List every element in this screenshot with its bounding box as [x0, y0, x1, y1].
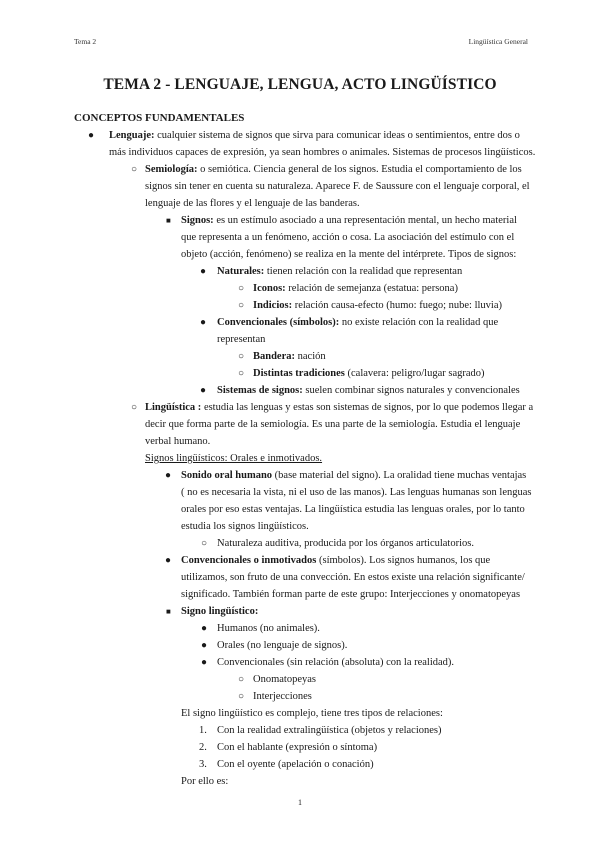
- text-line: significado. También forman parte de este grupo: Interjecciones y onomatopeyas: [181, 589, 521, 600]
- term-naturales: Naturales:: [217, 266, 265, 277]
- list-item-inmotivados: [181, 552, 490, 569]
- list-item-iconos: [253, 280, 458, 297]
- text: cualquier sistema de signos que sirva para comunicar ideas o sentimientos, entre dos o: [154, 130, 520, 141]
- term-indicios: Indicios:: [253, 300, 293, 311]
- text: o semiótica. Ciencia general de los signos. Estudia el comportamiento de los: [197, 164, 522, 175]
- disc-bullet-icon: ●: [201, 657, 208, 668]
- text-line: lenguaje de las flores y el lenguaje de las banderas.: [145, 198, 360, 209]
- disc-bullet-icon: ●: [165, 555, 172, 566]
- term-linguistica: Lingüística :: [145, 402, 202, 413]
- subheading-signos-linguisticos: Signos lingüísticos: Orales e inmotivados.: [145, 453, 323, 464]
- page-number: 1: [298, 798, 302, 807]
- text: (calavera: peligro/lugar sagrado): [344, 368, 485, 379]
- text-line: que representa a un fenómeno, acción o cosa. La asociación del estímulo con el: [181, 232, 515, 243]
- text-line: decir que forma parte de la semiología. Es una parte de la semiología. Estudia el lenguaje: [145, 419, 521, 430]
- list-item-tradiciones: [253, 365, 485, 382]
- circle-bullet-icon: ○: [238, 283, 245, 294]
- term-convencionales: Convencionales (símbolos):: [217, 317, 340, 328]
- text-line: verbal humano.: [145, 436, 211, 447]
- text-line: Por ello es:: [181, 776, 229, 787]
- text: suelen combinar signos naturales y convencionales: [302, 385, 520, 396]
- list-item-sistemas: [217, 382, 520, 399]
- disc-bullet-icon: ●: [200, 317, 207, 328]
- text-line: ( no es necesaria la vista, ni el uso de las manos). Las lenguas humanas son lenguas: [181, 487, 532, 498]
- text-line: utilizamos, son fruto de una convección. En estos existe una relación significante/: [181, 572, 525, 583]
- list-item-convencionales-signo: Convencionales (sin relación (absoluta) con la realidad).: [217, 657, 455, 668]
- list-number: 3.: [199, 759, 207, 770]
- disc-bullet-icon: ●: [165, 470, 172, 481]
- list-item-humanos: Humanos (no animales).: [217, 623, 320, 634]
- disc-bullet-icon: ●: [201, 623, 208, 634]
- text-line: estudia los signos lingüísticos.: [181, 521, 309, 532]
- square-bullet-icon: ■: [166, 216, 171, 225]
- text: estudia las lenguas y estas son sistemas de signos, por lo que podemos llegar a: [201, 402, 534, 413]
- list-number: 2.: [199, 742, 207, 753]
- text: (símbolos). Los signos humanos, los que: [316, 555, 491, 566]
- list-item-interjecciones: Interjecciones: [253, 691, 312, 702]
- circle-bullet-icon: ○: [238, 674, 245, 685]
- disc-bullet-icon: ●: [88, 130, 95, 141]
- text-line: orales por eso estas ventajas. La lingüística estudia las lenguas orales, por lo tanto: [181, 504, 525, 515]
- text: es un estímulo asociado a una representación mental, un hecho material: [213, 215, 517, 226]
- page-header-left: Tema 2: [74, 37, 97, 46]
- list-item-signos: [181, 212, 517, 229]
- text-line: El signo lingüístico es complejo, tiene tres tipos de relaciones:: [181, 708, 443, 719]
- term-bandera: Bandera:: [253, 351, 295, 362]
- page-header-right: Lingüística General: [468, 37, 528, 46]
- list-item-relacion-3: Con el oyente (apelación o conación): [217, 759, 374, 770]
- list-item-naturaleza: Naturaleza auditiva, producida por los órganos articulatorios.: [217, 538, 474, 549]
- list-item-indicios: [253, 297, 502, 314]
- disc-bullet-icon: ●: [200, 385, 207, 396]
- text-line: representan: [217, 334, 266, 345]
- circle-bullet-icon: ○: [131, 164, 138, 175]
- list-item-relacion-2: Con el hablante (expresión o síntoma): [217, 742, 378, 753]
- list-item-relacion-1: Con la realidad extralingüística (objetos y relaciones): [217, 725, 442, 736]
- text: (base material del signo). La oralidad tiene muchas ventajas: [272, 470, 527, 481]
- list-item-signo-linguistico: Signo lingüístico:: [181, 606, 259, 617]
- list-item-semiologia: [145, 161, 522, 178]
- text-line: objeto (acción, fenómeno) se realiza en la mente del intérprete. Tipos de signos:: [181, 249, 517, 260]
- list-item-sonido-oral: [181, 467, 526, 484]
- disc-bullet-icon: ●: [200, 266, 207, 277]
- text: relación causa-efecto (humo: fuego; nube: lluvia): [292, 300, 503, 311]
- term-tradiciones: Distintas tradiciones: [253, 368, 345, 379]
- text-line: signos sin tener en cuenta su naturaleza. Aparece F. de Saussure con el lenguaje corporal, el: [145, 181, 530, 192]
- circle-bullet-icon: ○: [238, 691, 245, 702]
- list-item-lenguaje: [109, 127, 520, 144]
- term-sonido-oral: Sonido oral humano: [181, 470, 273, 481]
- circle-bullet-icon: ○: [201, 538, 208, 549]
- section-heading: CONCEPTOS FUNDAMENTALES: [74, 112, 245, 124]
- term-iconos: Iconos:: [253, 283, 286, 294]
- list-item-convencionales: [217, 314, 498, 331]
- list-item-bandera: [253, 348, 326, 365]
- circle-bullet-icon: ○: [131, 402, 138, 413]
- list-item-orales: Orales (no lenguaje de signos).: [217, 640, 348, 651]
- page-title: TEMA 2 - LENGUAJE, LENGUA, ACTO LINGÜÍSTICO: [103, 76, 497, 93]
- term-semiologia: Semiología:: [145, 164, 198, 175]
- square-bullet-icon: ■: [166, 607, 171, 616]
- text: relación de semejanza (estatua: persona): [285, 283, 458, 294]
- term-sistemas: Sistemas de signos:: [217, 385, 303, 396]
- text: no existe relación con la realidad que: [339, 317, 499, 328]
- circle-bullet-icon: ○: [238, 300, 245, 311]
- term-signos: Signos:: [181, 215, 214, 226]
- list-item-naturales: [217, 263, 462, 280]
- list-item-onomatopeyas: Onomatopeyas: [253, 674, 316, 685]
- disc-bullet-icon: ●: [201, 640, 208, 651]
- term-inmotivados: Convencionales o inmotivados: [181, 555, 317, 566]
- text: tienen relación con la realidad que representan: [264, 266, 463, 277]
- text-line: más individuos capaces de expresión, ya sean hombres o animales. Sistemas de procesos lingüísticos.: [109, 147, 536, 158]
- term-lenguaje: Lenguaje:: [109, 130, 155, 141]
- circle-bullet-icon: ○: [238, 351, 245, 362]
- list-number: 1.: [199, 725, 207, 736]
- list-item-linguistica: [145, 399, 533, 416]
- circle-bullet-icon: ○: [238, 368, 245, 379]
- text: nación: [295, 351, 326, 362]
